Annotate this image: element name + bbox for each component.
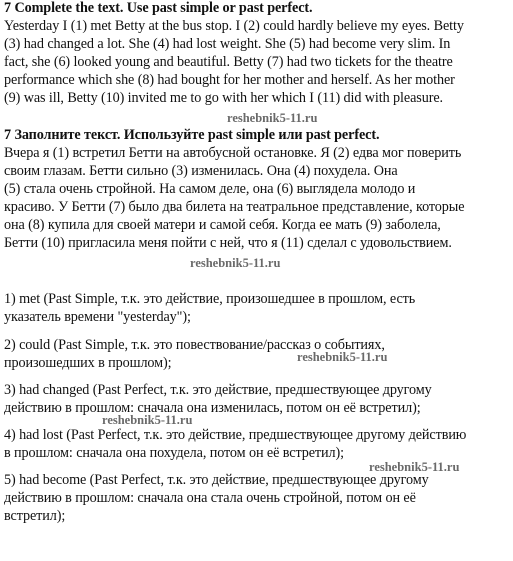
answer-line: действию в прошлом: сначала она изменилась, потом он её встретил); <box>4 400 421 416</box>
watermark: reshebnik5-11.ru <box>227 111 318 125</box>
english-text-line: (3) had changed a lot. She (4) had lost weight. She (5) had become very slim. In <box>4 36 451 52</box>
watermark: reshebnik5-11.ru <box>190 256 281 270</box>
english-text-line: performance which she (8) had bought for her mother and herself. As her mother <box>4 72 455 88</box>
answer-line: 1) met (Past Simple, т.к. это действие, произошедшее в прошлом, есть <box>4 291 416 307</box>
answer-line: указатель времени "yesterday"); <box>4 309 191 325</box>
russian-task-heading: 7 Заполните текст. Используйте past simple или past perfect. <box>4 127 380 143</box>
answer-line: 5) had become (Past Perfect, т.к. это действие, предшествующее другому <box>4 472 429 488</box>
russian-text-line: Вчера я (1) встретил Бетти на автобусной остановке. Я (2) едва мог поверить <box>4 145 462 161</box>
watermark: reshebnik5-11.ru <box>297 350 388 364</box>
watermark: reshebnik5-11.ru <box>369 460 460 474</box>
english-task-heading: 7 Complete the text. Use past simple or past perfect. <box>4 0 313 16</box>
russian-text-line: она (8) купила для своей матери и самой себя. Когда ее мать (9) заболела, <box>4 217 441 233</box>
english-text-line: (9) was ill, Betty (10) invited me to go with her which I (11) did with pleasure. <box>4 90 443 106</box>
russian-text-line: (5) стала очень стройной. На самом деле, она (6) выглядела молодо и <box>4 181 416 197</box>
answer-line: произошедших в прошлом); <box>4 355 172 371</box>
english-text-line: Yesterday I (1) met Betty at the bus stop. I (2) could hardly believe my eyes. Betty <box>4 18 464 34</box>
russian-text-line: Бетти (10) пригласила меня пойти с ней, что я (11) сделал с удовольствием. <box>4 235 452 251</box>
russian-text-line: красиво. У Бетти (7) было два билета на театральное представление, которые <box>4 199 465 215</box>
answer-line: действию в прошлом: сначала она стала очень стройной, потом он её <box>4 490 416 506</box>
answer-line: 4) had lost (Past Perfect, т.к. это действие, предшествующее другому действию <box>4 427 467 443</box>
english-text-line: fact, she (6) looked young and beautiful. Betty (7) had two tickets for the theatre <box>4 54 453 70</box>
watermark: reshebnik5-11.ru <box>102 413 193 427</box>
answer-line: встретил); <box>4 508 66 524</box>
answer-line: в прошлом: сначала она похудела, потом он её встретил); <box>4 445 344 461</box>
russian-text-line: своим глазам. Бетти сильно (3) изменилась. Она (4) похудела. Она <box>4 163 398 179</box>
answer-line: 3) had changed (Past Perfect, т.к. это действие, предшествующее другому <box>4 382 432 398</box>
answer-line: 2) could (Past Simple, т.к. это повествование/рассказ о событиях, <box>4 337 385 353</box>
